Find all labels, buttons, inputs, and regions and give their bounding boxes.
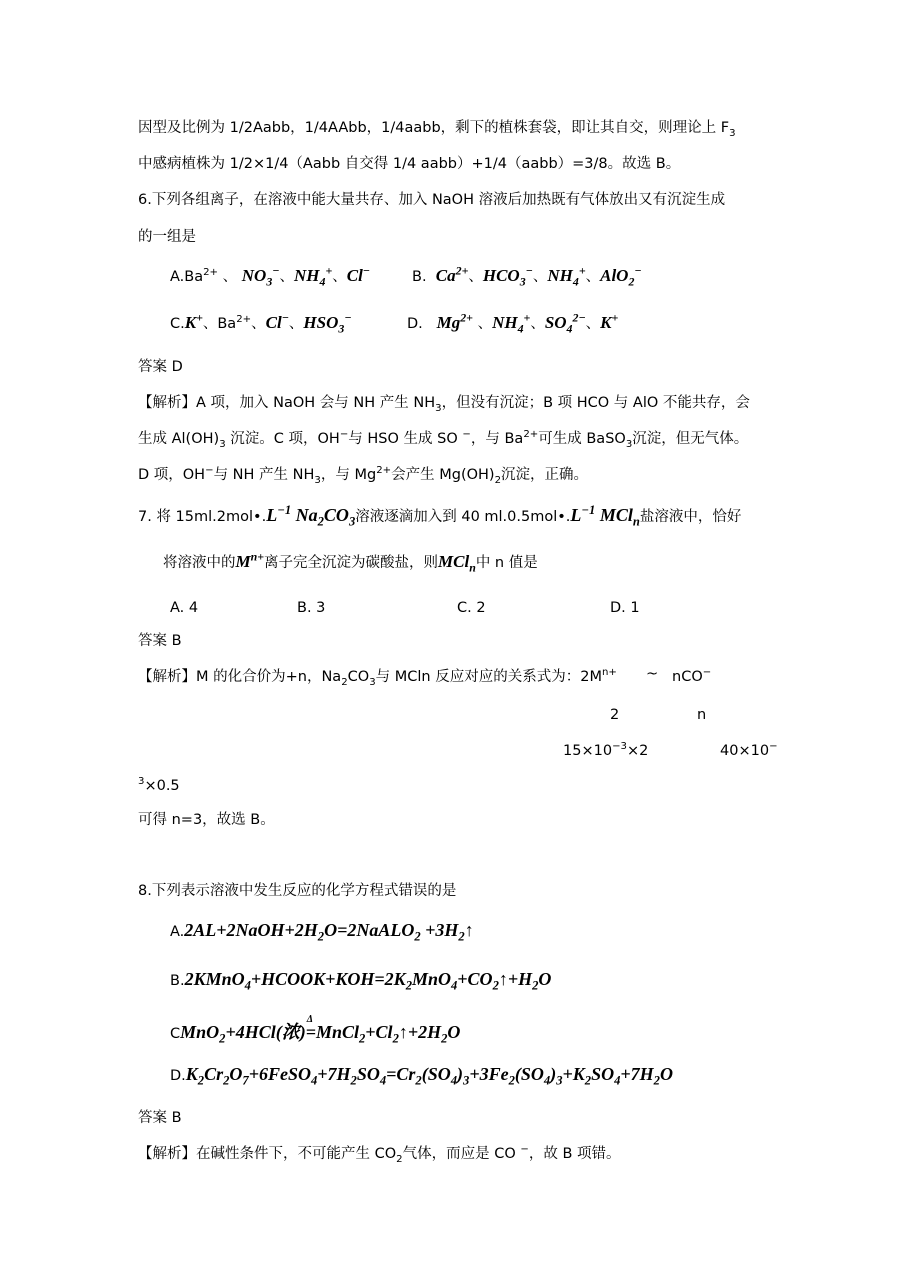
ratio-value: n — [697, 707, 707, 723]
conclusion-7: 可得 n=3，故选 B。 — [138, 812, 275, 828]
answer-7: 答案 B — [138, 633, 182, 649]
ratio-value: $^3$×0.5 — [138, 776, 180, 794]
analysis-6: 生成 $Al(OH)_3$ 沉淀。C 项，OH−与 HSO 生成 SO −，与 $Ba^{2+}$可生成 BaSO$_3$沉淀，但无气体。 — [138, 429, 749, 450]
formula: $NH_4^+$ — [294, 263, 333, 289]
heat-symbol: Δ — [306, 1014, 313, 1025]
option-b: B. 3 — [297, 600, 326, 616]
formula: $SO_4^{2-}$ — [544, 310, 586, 336]
formula: $K_2Cr_2O_7+6FeSO_4+7H_2SO_4=Cr_2(SO_4)_3+3Fe_2(SO_4)_3+K_2SO_4+7H_2O$ — [185, 1064, 673, 1088]
ratio-value: 2 — [610, 707, 620, 723]
option-c: C.K+、$Ba^{2+}$、Cl−、$HSO_3^-$ — [170, 310, 352, 336]
formula: MCl$_n$ — [438, 552, 476, 575]
question-6-stem: 6.下列各组离子，在溶液中能大量共存、加入 NaOH 溶液后加热既有气体放出又有沉淀生成 — [138, 192, 726, 208]
ratio-value: $15\times 10^{-3}\times 2$ — [563, 741, 649, 759]
formula: $HCO_3^-$ — [482, 263, 533, 289]
formula: K+ — [184, 310, 203, 332]
analysis-7: nCO− — [672, 667, 712, 685]
option-b: $B.2KMnO_4+HCOOK+KOH=2K_2MnO_4+CO_2↑+H_2O$ — [170, 969, 552, 993]
formula: $2AL+2NaOH+2H_2O=2NaALO_2$ $+3H_2↑$ — [184, 920, 474, 944]
formula: $2KMnO_4+HCOOK+KOH=2K_2MnO_4+CO_2↑+H_2O$ — [184, 969, 552, 993]
option-d: D. $Mg^{2+}$ 、$NH_4^+$、$SO_4^{2-}$、K+ — [407, 310, 619, 336]
question-7-stem: 7. 将 $15ml.2mol•.L^{-1}$ $Na_2CO_3$溶液逐滴加入到 40 $ml.0.5mol•.L^{-1}$ MCl$_n$盐溶液中，恰好 — [138, 503, 742, 529]
tilde: ~ — [646, 666, 659, 682]
question-7-stem-cont: 将溶液中的$M^{n+}$离子完全沉淀为碳酸盐，则MCl$_n$中 n 值是 — [163, 549, 538, 575]
question-8-stem: 8.下列表示溶液中发生反应的化学方程式错误的是 — [138, 883, 457, 899]
formula: $NH_4^+$ — [492, 310, 531, 336]
answer-6: 答案 D — [138, 359, 183, 375]
analysis-7: 【解析】M 的化合价为+n，$Na_2CO_3$与 MCln 反应对应的关系式为：$2M^{n+}$ — [138, 667, 617, 688]
formula: $NH_4^+$ — [547, 263, 586, 289]
formula: $L^{-1}$ MCl$_n$ — [570, 503, 640, 529]
analysis-6: 【解析】A 项，加入 NaOH 会与 NH 产生 $NH_3$，但没有沉淀；B 项 HCO 与 AlO 不能共存，会 — [138, 395, 750, 414]
option-c: CMnO$_2$+4HCl(浓) Δ $=MnCl_2+Cl_2↑+2H_2O$ — [170, 1022, 460, 1044]
formula: K+ — [600, 310, 619, 332]
option-c: C. 2 — [457, 600, 486, 616]
formula: $Ca^{2+}$ — [435, 263, 469, 285]
formula: AlO$_2$− — [600, 263, 642, 289]
formula: $HSO_3^-$ — [303, 310, 352, 336]
option-a: $A.Ba^{2+}$ 、 $NO_3^-$、$NH_4^+$、Cl− — [170, 263, 371, 289]
formula: $NO_3^-$ — [241, 263, 280, 289]
formula: $Mg^{2+}$ — [436, 310, 473, 332]
ratio-value: 40×10− — [720, 741, 778, 759]
option-b: B. $Ca^{2+}$、$HCO_3^-$、$NH_4^+$、AlO$_2$− — [412, 263, 642, 289]
answer-8: 答案 B — [138, 1110, 182, 1126]
paragraph-line: 因型及比例为 1/2Aabb，1/4AAbb，1/4aabb，剩下的植株套袋，即让其自交，则理论上 $F_3$ — [138, 120, 736, 139]
analysis-8: 【解析】在碱性条件下，不可能产生 $CO_2$气体，而应是 CO −，故 B 项错。 — [138, 1144, 621, 1165]
formula: Cl− — [346, 263, 371, 285]
question-6-stem-cont: 的一组是 — [138, 229, 196, 245]
option-d: $D.K_2Cr_2O_7+6FeSO_4+7H_2SO_4=Cr_2(SO_4)_3+3Fe_2(SO_4)_3+K_2SO_4+7H_2O$ — [170, 1064, 673, 1088]
option-a: $A.2AL+2NaOH+2H_2O=2NaALO_2$ $+3H_2↑$ — [170, 920, 474, 944]
formula: $M^{n+}$ — [235, 549, 265, 571]
paragraph-line: 中感病植株为 1/2×1/4（Aabb 自交得 1/4 aabb）+1/4（aabb）=3/8。故选 B。 — [138, 156, 681, 172]
analysis-6: D 项，OH−与 NH 产生 $NH_3$，与 $Mg^{2+}$会产生 $Mg(OH)_2$沉淀，正确。 — [138, 465, 589, 486]
formula: MnO$_2$+4HCl(浓) Δ $=MnCl_2+Cl_2↑+2H_2O$ — [180, 1022, 460, 1042]
formula: Cl− — [265, 310, 289, 332]
formula: $L^{-1}$ $Na_2CO_3$ — [266, 503, 356, 529]
option-a: A. 4 — [170, 600, 199, 616]
option-d: D. 1 — [610, 600, 640, 616]
